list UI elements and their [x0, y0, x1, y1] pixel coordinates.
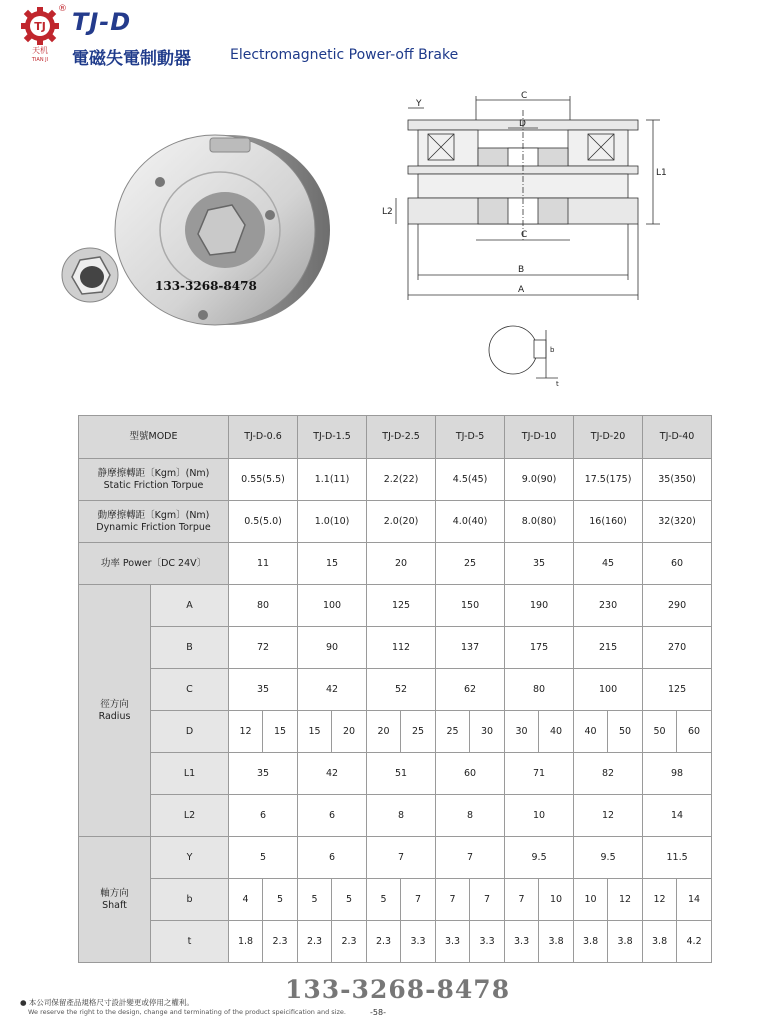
table-cell: 7 — [401, 879, 436, 921]
table-cell: 16(160) — [574, 501, 643, 543]
table-cell: 9.5 — [505, 837, 574, 879]
dim-label-c-top: C — [521, 91, 528, 101]
table-cell: 4.5(45) — [436, 459, 505, 501]
table-cell: 72 — [229, 627, 298, 669]
row-label-y: Y — [151, 837, 229, 879]
table-cell: 112 — [367, 627, 436, 669]
table-row-l2 — [79, 795, 712, 837]
table-cell: 7 — [436, 879, 470, 921]
table-cell: 50 — [608, 711, 643, 753]
table-cell: 9.5 — [574, 837, 643, 879]
table-cell: 25 — [436, 543, 505, 585]
radius-en: Radius — [98, 710, 131, 722]
table-row-y — [79, 837, 712, 879]
table-cell: 3.8 — [643, 921, 677, 963]
table-cell: 90 — [298, 627, 367, 669]
group-label-shaft — [79, 837, 151, 963]
page-number: -58- — [370, 1008, 386, 1017]
table-cell: 17.5(175) — [574, 459, 643, 501]
title-en: Electromagnetic Power-off Brake — [230, 47, 459, 63]
table-cell: 30 — [505, 711, 539, 753]
row-label-l1: L1 — [151, 753, 229, 795]
table-cell: 52 — [367, 669, 436, 711]
row-label-b-small: b — [151, 879, 229, 921]
table-cell: 0.55(5.5) — [229, 459, 298, 501]
table-cell: 3.3 — [436, 921, 470, 963]
table-row-power — [79, 543, 712, 585]
logo-cn: 天机 — [32, 46, 48, 55]
table-cell: 3.8 — [608, 921, 643, 963]
table-cell: 100 — [574, 669, 643, 711]
table-cell: 175 — [505, 627, 574, 669]
registered-mark: ® — [58, 4, 67, 14]
table-cell: 3.8 — [539, 921, 574, 963]
row-label-d: D — [151, 711, 229, 753]
table-cell: 5 — [298, 879, 332, 921]
table-row-b — [79, 627, 712, 669]
table-cell: 42 — [298, 753, 367, 795]
table-cell: 100 — [298, 585, 367, 627]
table-cell: 80 — [505, 669, 574, 711]
table-cell: 12 — [229, 711, 263, 753]
row-label-b: B — [151, 627, 229, 669]
static-cn: 静摩擦轉距〔Kgm〕(Nm) — [97, 467, 210, 479]
table-cell: 40 — [574, 711, 608, 753]
table-cell: 10 — [505, 795, 574, 837]
dim-label-l1: L1 — [656, 168, 667, 178]
spec-table — [78, 415, 712, 963]
table-cell: 215 — [574, 627, 643, 669]
table-cell: 5 — [229, 837, 298, 879]
gear-logo-icon — [18, 6, 66, 62]
table-cell: 8 — [436, 795, 505, 837]
table-row-d — [79, 711, 712, 753]
table-cell: 11 — [229, 543, 298, 585]
dim-label-b: B — [518, 265, 525, 275]
table-row-l1 — [79, 753, 712, 795]
table-cell: 15 — [298, 543, 367, 585]
table-cell: 3.3 — [401, 921, 436, 963]
table-cell: 190 — [505, 585, 574, 627]
table-cell: 35(350) — [643, 459, 712, 501]
table-cell: 30 — [470, 711, 505, 753]
table-cell: 80 — [229, 585, 298, 627]
table-cell: 4 — [229, 879, 263, 921]
table-row-a — [79, 585, 712, 627]
header-cell: TJ-D-10 — [505, 416, 574, 459]
table-cell: 10 — [574, 879, 608, 921]
table-row-dynamic — [79, 501, 712, 543]
table-cell: 32(320) — [643, 501, 712, 543]
table-cell: 3.3 — [505, 921, 539, 963]
table-cell: 7 — [367, 837, 436, 879]
table-cell: 40 — [539, 711, 574, 753]
table-row-c — [79, 669, 712, 711]
row-label-dynamic — [79, 501, 229, 543]
table-cell: 45 — [574, 543, 643, 585]
table-cell: 14 — [643, 795, 712, 837]
footer-note-en: We reserve the right to the design, change and terminating of the product speicification and size. — [28, 1008, 346, 1016]
table-cell: 20 — [332, 711, 367, 753]
table-cell: 11.5 — [643, 837, 712, 879]
header-cell: TJ-D-5 — [436, 416, 505, 459]
brake-product-photo — [40, 130, 340, 340]
row-label-a: A — [151, 585, 229, 627]
table-cell: 35 — [229, 669, 298, 711]
table-cell: 12 — [643, 879, 677, 921]
shaft-cn: 軸方向 — [100, 887, 129, 899]
table-cell: 2.2(22) — [367, 459, 436, 501]
table-cell: 14 — [677, 879, 712, 921]
table-cell: 230 — [574, 585, 643, 627]
header-cell: TJ-D-20 — [574, 416, 643, 459]
footer-note-cn: ● 本公司保留產品規格尺寸設計變更或停用之權利。 — [20, 998, 194, 1007]
table-cell: 98 — [643, 753, 712, 795]
table-cell: 50 — [643, 711, 677, 753]
dim-label-b-small: b — [550, 346, 555, 354]
dynamic-en: Dynamic Friction Torpue — [96, 521, 211, 533]
title-cn: 電磁失電制動器 — [72, 49, 191, 69]
table-cell: 35 — [505, 543, 574, 585]
table-cell: 125 — [367, 585, 436, 627]
dim-label-c-mid: C — [521, 230, 528, 240]
table-cell: 1.1(11) — [298, 459, 367, 501]
dim-label-y: Y — [416, 99, 422, 109]
table-cell: 150 — [436, 585, 505, 627]
header-cell: TJ-D-2.5 — [367, 416, 436, 459]
table-cell: 15 — [298, 711, 332, 753]
header-cell: TJ-D-0.6 — [229, 416, 298, 459]
dim-label-l2: L2 — [382, 207, 393, 217]
header-model: 型號MODE — [79, 416, 229, 459]
table-row-t — [79, 921, 712, 963]
table-cell: 5 — [332, 879, 367, 921]
table-row-static — [79, 459, 712, 501]
row-label-t: t — [151, 921, 229, 963]
table-cell: 3.3 — [470, 921, 505, 963]
table-cell: 25 — [401, 711, 436, 753]
table-cell: 6 — [298, 795, 367, 837]
table-cell: 9.0(90) — [505, 459, 574, 501]
header-cell: TJ-D-40 — [643, 416, 712, 459]
shaft-en: Shaft — [102, 899, 127, 911]
table-cell: 6 — [229, 795, 298, 837]
table-cell: 60 — [677, 711, 712, 753]
table-cell: 8.0(80) — [505, 501, 574, 543]
table-cell: 5 — [263, 879, 298, 921]
logo-text: TJ — [34, 20, 46, 33]
table-cell: 2.3 — [367, 921, 401, 963]
table-cell: 42 — [298, 669, 367, 711]
table-cell: 4.2 — [677, 921, 712, 963]
table-cell: 7 — [470, 879, 505, 921]
model-series-title: TJ-D — [72, 8, 132, 36]
logo-en: TIAN JI — [31, 57, 49, 62]
table-cell: 125 — [643, 669, 712, 711]
table-cell: 7 — [505, 879, 539, 921]
row-label-c: C — [151, 669, 229, 711]
table-cell: 290 — [643, 585, 712, 627]
dim-label-a: A — [518, 285, 525, 295]
table-cell: 6 — [298, 837, 367, 879]
table-cell: 2.0(20) — [367, 501, 436, 543]
table-cell: 62 — [436, 669, 505, 711]
table-cell: 3.8 — [574, 921, 608, 963]
table-cell: 20 — [367, 711, 401, 753]
table-cell: 137 — [436, 627, 505, 669]
table-cell: 60 — [643, 543, 712, 585]
table-cell: 15 — [263, 711, 298, 753]
table-cell: 0.5(5.0) — [229, 501, 298, 543]
table-cell: 25 — [436, 711, 470, 753]
radius-cn: 徑方向 — [100, 698, 129, 710]
table-cell: 4.0(40) — [436, 501, 505, 543]
table-cell: 12 — [608, 879, 643, 921]
table-cell: 12 — [574, 795, 643, 837]
table-cell: 1.0(10) — [298, 501, 367, 543]
table-cell: 10 — [539, 879, 574, 921]
table-cell: 5 — [367, 879, 401, 921]
photo-phone-watermark: 133-3268-8478 — [155, 279, 257, 293]
row-label-l2: L2 — [151, 795, 229, 837]
table-cell: 8 — [367, 795, 436, 837]
technical-drawing — [378, 90, 668, 390]
table-cell: 270 — [643, 627, 712, 669]
table-cell: 82 — [574, 753, 643, 795]
static-en: Static Friction Torpue — [103, 479, 204, 491]
footer-phone: 133-3268-8478 — [285, 975, 511, 1004]
header-cell: TJ-D-1.5 — [298, 416, 367, 459]
row-label-power: 功率 Power〔DC 24V〕 — [79, 543, 229, 585]
table-cell: 7 — [436, 837, 505, 879]
table-cell: 51 — [367, 753, 436, 795]
table-cell: 2.3 — [332, 921, 367, 963]
table-cell: 2.3 — [263, 921, 298, 963]
dynamic-cn: 動摩擦轉距〔Kgm〕(Nm) — [97, 509, 210, 521]
table-cell: 2.3 — [298, 921, 332, 963]
table-cell: 35 — [229, 753, 298, 795]
table-cell: 1.8 — [229, 921, 263, 963]
dim-label-t: t — [556, 380, 559, 388]
table-cell: 60 — [436, 753, 505, 795]
row-label-static — [79, 459, 229, 501]
table-row-b-small — [79, 879, 712, 921]
table-header-row — [79, 416, 712, 459]
dim-label-d: D — [519, 119, 526, 129]
group-label-radius — [79, 585, 151, 837]
table-cell: 20 — [367, 543, 436, 585]
table-cell: 71 — [505, 753, 574, 795]
